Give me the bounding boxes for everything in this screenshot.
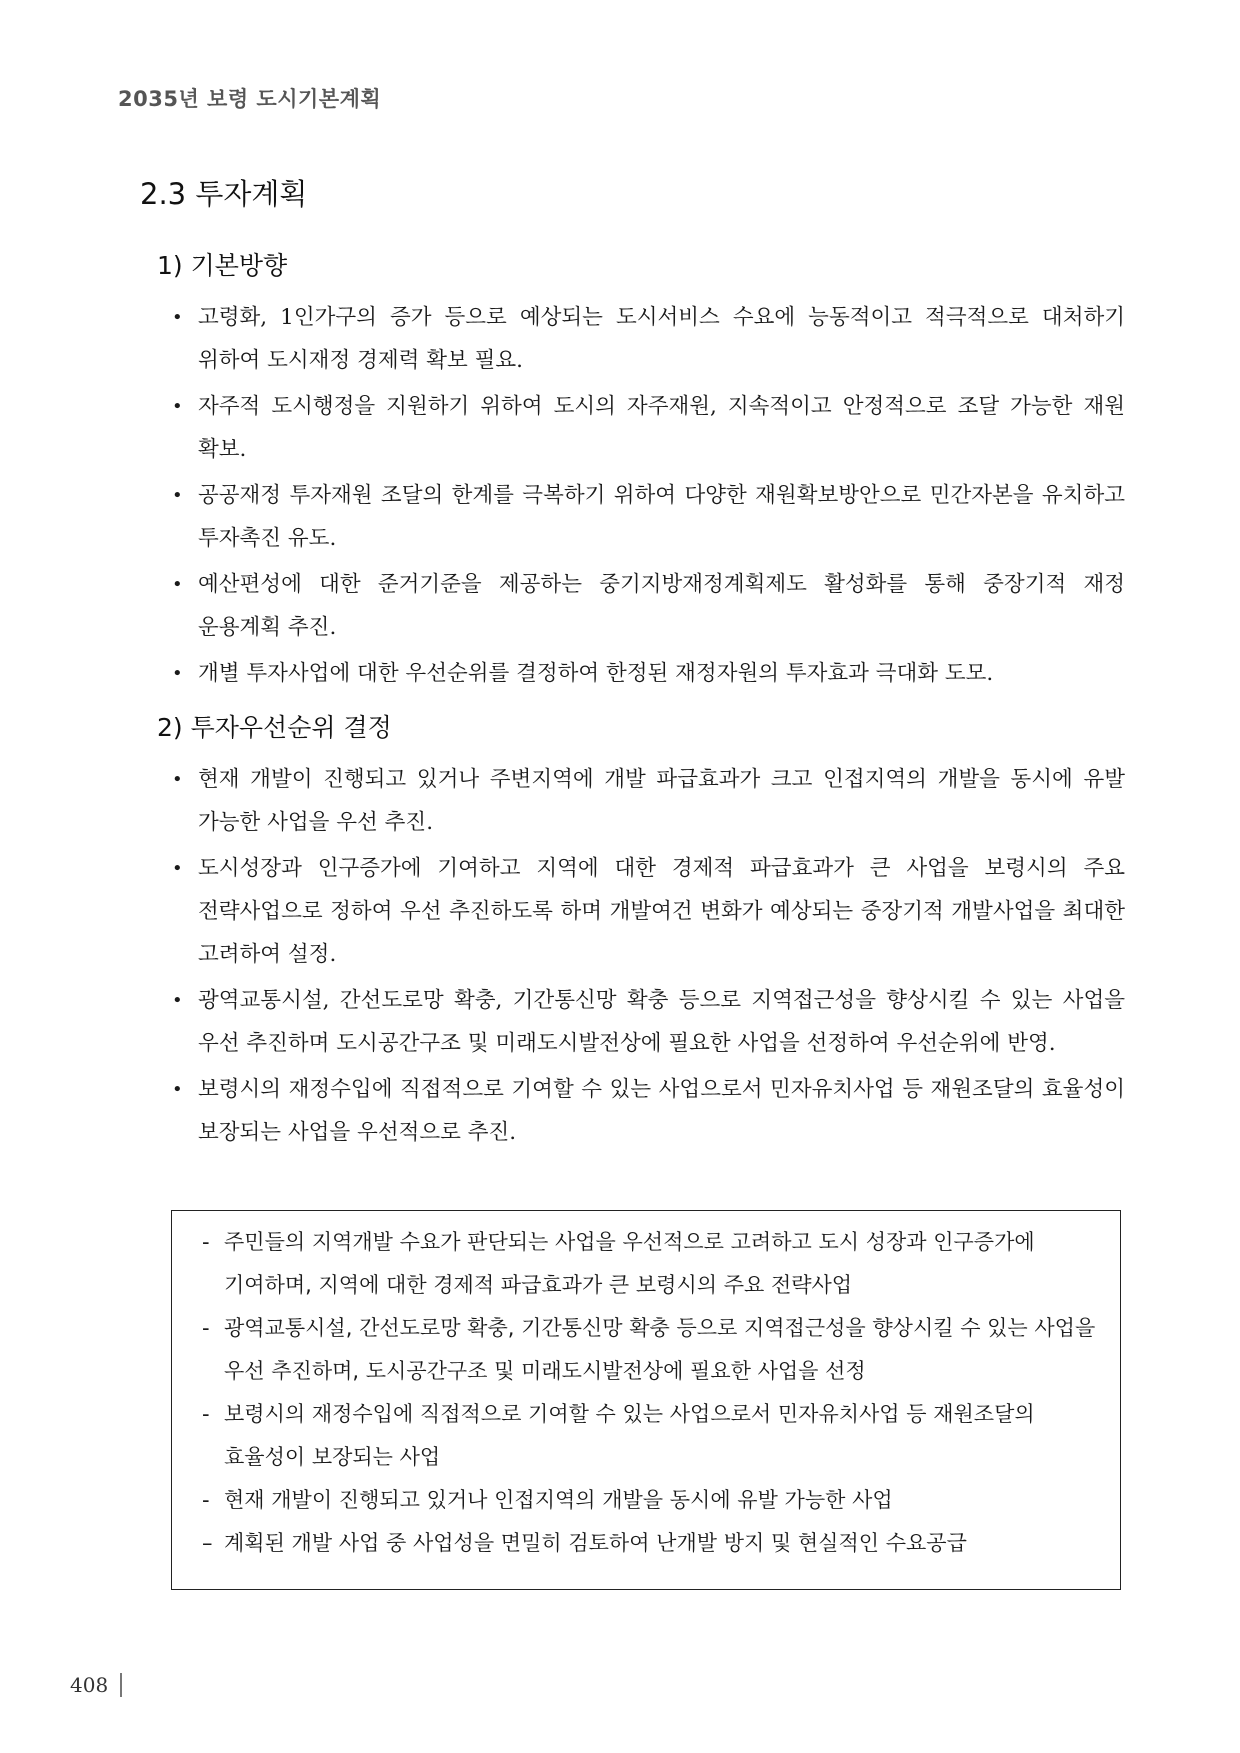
investment-priority-list bbox=[170, 758, 1125, 1157]
summary-item bbox=[202, 1307, 1102, 1393]
dash-marker: - bbox=[202, 1488, 210, 1512]
summary-item-text: 계획된 개발 사업 중 사업성을 면밀히 검토하여 난개발 방지 및 현실적인 수요공급 bbox=[224, 1531, 967, 1555]
list-item: • 현재 개발이 진행되고 있거나 주변지역에 개발 파급효과가 크고 인접지역의 개발을 동시에 유발 가능한 사업을 우선 추진. bbox=[170, 758, 1125, 844]
list-item: • 고령화, 1인가구의 증가 등으로 예상되는 도시서비스 수요에 능동적이고 적극적으로 대처하기 위하여 도시재정 경제력 확보 필요. bbox=[170, 296, 1125, 382]
page-number: 408 bbox=[70, 1673, 109, 1697]
summary-item bbox=[202, 1522, 1102, 1565]
summary-item-text: 보령시의 재정수입에 직접적으로 기여할 수 있는 사업으로서 민자유치사업 등 재원조달의 효율성이 보장되는 사업 bbox=[224, 1402, 1035, 1469]
list-item: • 자주적 도시행정을 지원하기 위하여 도시의 자주재원, 지속적이고 안정적으로 조달 가능한 재원 확보. bbox=[170, 385, 1125, 471]
dash-marker: - bbox=[202, 1230, 210, 1254]
list-item: • 도시성장과 인구증가에 기여하고 지역에 대한 경제적 파급효과가 큰 사업을 보령시의 주요 전략사업으로 정하여 우선 추진하도록 하며 개발여건 변화가 예상되는 중장기적 개발사업을 최대한 고려하여 설정. bbox=[170, 847, 1125, 976]
dash-marker: - bbox=[202, 1316, 210, 1340]
list-item: • 공공재정 투자재원 조달의 한계를 극복하기 위하여 다양한 재원확보방안으로 민간자본을 유치하고 투자촉진 유도. bbox=[170, 474, 1125, 560]
subsection-heading: 2) 투자우선순위 결정 bbox=[157, 713, 392, 742]
list-item: • 개별 투자사업에 대한 우선순위를 결정하여 한정된 재정자원의 투자효과 극대화 도모. bbox=[170, 652, 1125, 695]
dash-marker: – bbox=[202, 1531, 213, 1555]
summary-item-text: 주민들의 지역개발 수요가 판단되는 사업을 우선적으로 고려하고 도시 성장과 인구증가에 기여하며, 지역에 대한 경제적 파급효과가 큰 보령시의 주요 전략사업 bbox=[224, 1230, 1035, 1297]
list-item: • 광역교통시설, 간선도로망 확충, 기간통신망 확충 등으로 지역접근성을 향상시킬 수 있는 사업을 우선 추진하며 도시공간구조 및 미래도시발전상에 필요한 사업을 선정하여 우선순위에 반영. bbox=[170, 979, 1125, 1065]
summary-item bbox=[202, 1393, 1102, 1479]
section-title: 2.3 투자계획 bbox=[140, 177, 308, 211]
summary-item bbox=[202, 1479, 1102, 1522]
running-title: 2035년 보령 도시기본계획 bbox=[118, 87, 382, 111]
summary-item bbox=[202, 1221, 1102, 1307]
basic-direction-list bbox=[170, 296, 1125, 698]
dash-marker: - bbox=[202, 1402, 210, 1426]
summary-item-text: 광역교통시설, 간선도로망 확충, 기간통신망 확충 등으로 지역접근성을 향상시킬 수 있는 사업을 우선 추진하며, 도시공간구조 및 미래도시발전상에 필요한 사업을 선정 bbox=[224, 1316, 1096, 1383]
page-number-divider bbox=[120, 1673, 122, 1697]
subsection-heading: 1) 기본방향 bbox=[157, 251, 288, 280]
summary-item-text: 현재 개발이 진행되고 있거나 인접지역의 개발을 동시에 유발 가능한 사업 bbox=[224, 1488, 893, 1512]
summary-box bbox=[171, 1210, 1121, 1590]
list-item: • 보령시의 재정수입에 직접적으로 기여할 수 있는 사업으로서 민자유치사업 등 재원조달의 효율성이 보장되는 사업을 우선적으로 추진. bbox=[170, 1068, 1125, 1154]
list-item: • 예산편성에 대한 준거기준을 제공하는 중기지방재정계획제도 활성화를 통해 중장기적 재정 운용계획 추진. bbox=[170, 563, 1125, 649]
